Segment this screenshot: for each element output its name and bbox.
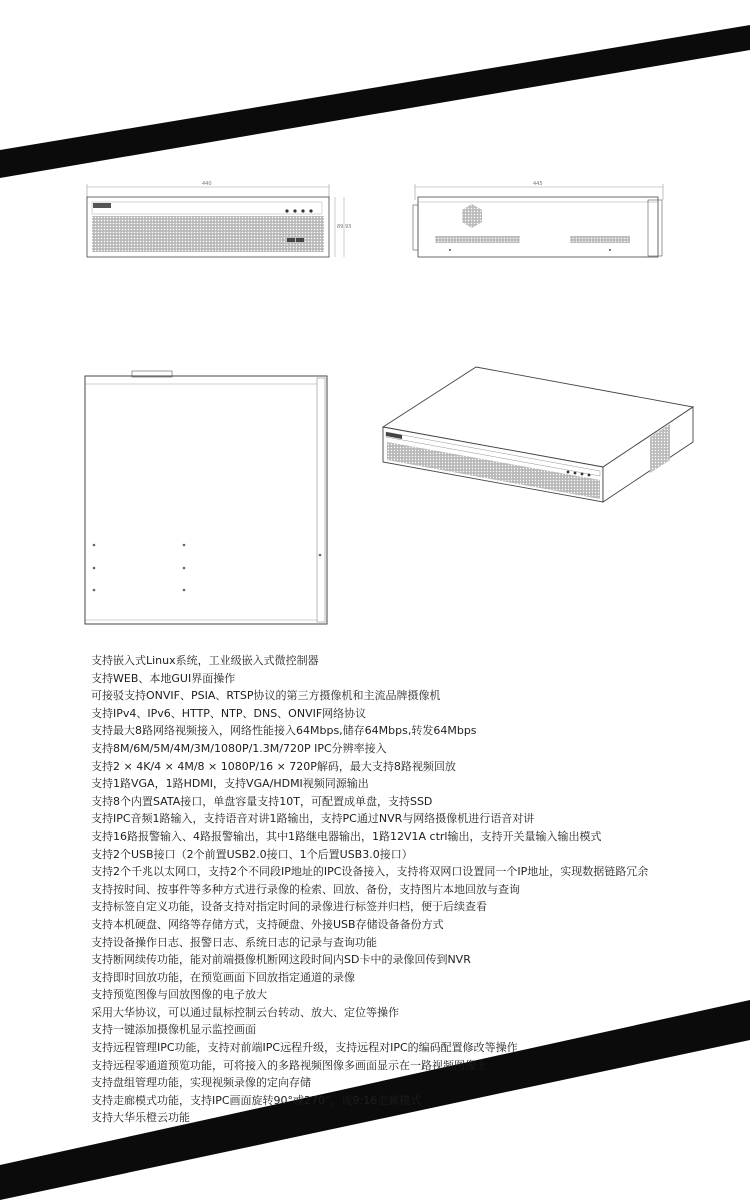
feature-line: 支持一键添加摄像机显示监控画面	[91, 1023, 256, 1037]
feature-line: 支持1路VGA，1路HDMI，支持VGA/HDMI视频同源输出	[91, 777, 369, 791]
front-height-outer-label: 93	[345, 224, 352, 230]
feature-line: 支持远程零通道预览功能，可将接入的多路视频图像多画面显示在一路视频图像上	[91, 1058, 487, 1072]
feature-line: 采用大华协议，可以通过鼠标控制云台转动、放大、定位等操作	[91, 1005, 399, 1019]
front-height-inner-label: 89	[337, 224, 344, 230]
feature-line: 支持预览图像与回放图像的电子放大	[91, 988, 267, 1002]
feature-line: 支持2个USB接口（2个前置USB2.0接口、1个后置USB3.0接口）	[91, 847, 413, 861]
feature-line: 支持WEB、本地GUI界面操作	[91, 671, 236, 685]
feature-line: 支持大华乐橙云功能	[91, 1111, 190, 1125]
feature-line: 支持IPC音频1路输入，支持语音对讲1路输出，支持PC通过NVR与网络摄像机进行语音对讲	[91, 812, 535, 826]
feature-line: 支持设备操作日志、报警日志、系统日志的记录与查询功能	[91, 935, 377, 949]
feature-line: 支持走廊模式功能，支持IPC画面旋转90°或270°，成9:16走廊模式	[91, 1093, 422, 1107]
feature-line: 支持按时间、按事件等多种方式进行录像的检索、回放、备份，支持图片本地回放与查询	[91, 882, 520, 896]
side-depth-label: 445	[533, 181, 543, 187]
feature-line: 支持8个内置SATA接口，单盘容量支持10T，可配置成单盘，支持SSD	[91, 794, 433, 808]
feature-line: 支持2个千兆以太网口，支持2个不同段IP地址的IPC设备接入，支持将双网口设置同一个IP地址，实现数据链路冗余	[91, 865, 649, 879]
side-view-drawing	[410, 180, 675, 260]
feature-line: 支持16路报警输入、4路报警输出，其中1路继电器输出，1路12V1A ctrl输出，支持开关量输入输出模式	[91, 829, 602, 843]
feature-list	[91, 652, 746, 1127]
front-width-label: 440	[202, 181, 212, 187]
feature-line: 支持8M/6M/5M/4M/3M/1080P/1.3M/720P IPC分辨率接入	[91, 741, 387, 755]
feature-line: 支持IPv4、IPv6、HTTP、NTP、DNS、ONVIF网络协议	[91, 706, 367, 720]
feature-line: 支持2 × 4K/4 × 4M/8 × 1080P/16 × 720P解码，最大支持8路视频回放	[91, 759, 456, 773]
feature-line: 支持即时回放功能，在预览画面下回放指定通道的录像	[91, 970, 355, 984]
isometric-view-drawing	[378, 362, 698, 512]
front-view-drawing	[82, 180, 352, 260]
feature-line: 可接驳支持ONVIF、PSIA、RTSP协议的第三方摄像机和主流品牌摄像机	[91, 689, 441, 703]
feature-line: 支持最大8路网络视频接入，网络性能接入64Mbps,储存64Mbps,转发64Mbps	[91, 724, 477, 738]
top-view-drawing	[82, 368, 332, 628]
feature-line: 支持盘组管理功能，实现视频录像的定向存储	[91, 1076, 311, 1090]
feature-line: 支持本机硬盘、网络等存储方式，支持硬盘、外接USB存储设备备份方式	[91, 917, 444, 931]
feature-line: 支持嵌入式Linux系统，工业级嵌入式微控制器	[91, 654, 319, 667]
feature-line: 支持标签自定义功能，设备支持对指定时间的录像进行标签并归档，便于后续查看	[91, 900, 487, 914]
feature-line: 支持远程管理IPC功能，支持对前端IPC远程升级，支持远程对IPC的编码配置修改等操作	[91, 1041, 518, 1055]
feature-line: 支持断网续传功能，能对前端摄像机断网这段时间内SD卡中的录像回传到NVR	[91, 953, 471, 967]
